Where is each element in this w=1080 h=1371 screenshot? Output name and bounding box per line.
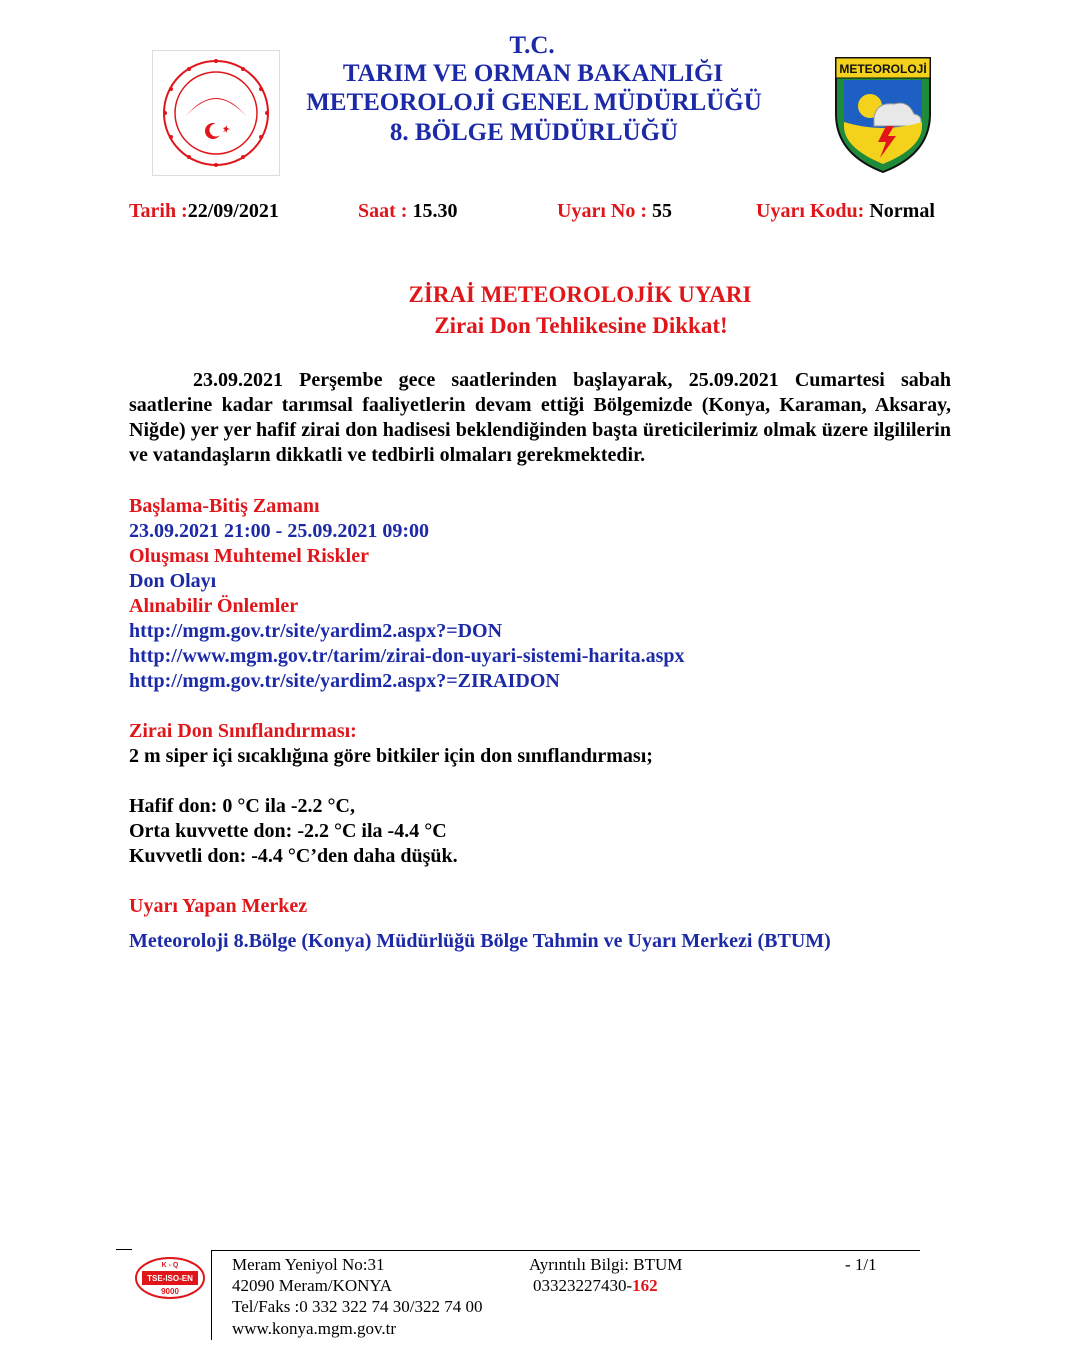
footer-info-phone bbox=[533, 1275, 658, 1297]
warning-code-field bbox=[756, 200, 935, 223]
header-tc: T.C. bbox=[509, 32, 555, 59]
center-label: Uyarı Yapan Merkez bbox=[129, 895, 308, 917]
date-label: Tarih : bbox=[129, 200, 188, 222]
classification-item-medium: Orta kuvvette don: -2.2 °C ila -4.4 °C bbox=[129, 820, 447, 842]
warning-no-value: 55 bbox=[651, 200, 672, 222]
tse-iso-badge-icon bbox=[134, 1256, 206, 1300]
warning-code-label: Uyarı Kodu: bbox=[756, 200, 865, 222]
footer-info-phone-main: 03323227430- bbox=[533, 1276, 633, 1295]
document-title: ZİRAİ METEOROLOJİK UYARI bbox=[408, 282, 752, 307]
header-directorate: METEOROLOJİ GENEL MÜDÜRLÜĞÜ bbox=[306, 89, 762, 116]
period-value: 23.09.2021 21:00 - 25.09.2021 09:00 bbox=[129, 520, 429, 542]
badge-9000: 9000 bbox=[161, 1287, 179, 1296]
footer-divider-left bbox=[116, 1249, 132, 1250]
footer-address-1: Meram Yeniyol No:31 bbox=[232, 1255, 385, 1274]
center-value: Meteoroloji 8.Bölge (Konya) Müdürlüğü Bölge Tahmin ve Uyarı Merkezi (BTUM) bbox=[129, 930, 831, 952]
risks-value: Don Olayı bbox=[129, 570, 217, 592]
footer-address-2: 42090 Meram/KONYA bbox=[232, 1276, 393, 1295]
warning-no-field bbox=[557, 200, 672, 223]
classification-item-strong: Kuvvetli don: -4.4 °C’den daha düşük. bbox=[129, 845, 458, 867]
measures-label: Alınabilir Önlemler bbox=[129, 595, 299, 617]
header-ministry: TARIM VE ORMAN BAKANLIĞI bbox=[342, 60, 724, 87]
footer-divider bbox=[212, 1250, 920, 1251]
classification-label: Zirai Don Sınıflandırması: bbox=[129, 720, 357, 742]
footer-info-phone-ext: 162 bbox=[632, 1276, 658, 1295]
footer-website-link[interactable]: www.konya.mgm.gov.tr bbox=[232, 1319, 396, 1338]
body-paragraph bbox=[129, 368, 951, 468]
body-text: 23.09.2021 Perşembe gece saatlerinden başlayarak, 25.09.2021 Cumartesi sabah saatlerine kadar tarımsal faaliyetlerin devam ettiği Bölgemizde (Konya, Karaman, Aksaray, Niğde) yer yer hafif zirai don hadisesi beklendiğinden başta üreticilerimiz olmak üzere ilgililerin ve vatandaşların dikkatli ve tedbirli olmaları gerekmektedir. bbox=[129, 369, 951, 466]
risks-label: Oluşması Muhtemel Riskler bbox=[129, 545, 369, 567]
header-region: 8. BÖLGE MÜDÜRLÜĞÜ bbox=[389, 119, 679, 146]
classification-item-light: Hafif don: 0 °C ila -2.2 °C, bbox=[129, 795, 355, 817]
date-value: 22/09/2021 bbox=[187, 200, 279, 222]
link-ziraidon[interactable]: http://mgm.gov.tr/site/yardim2.aspx?=ZIRAIDON bbox=[129, 670, 560, 692]
warning-no-label: Uyarı No : bbox=[557, 200, 647, 222]
badge-tse: TSE-ISO-EN bbox=[147, 1274, 193, 1283]
footer-phone: Tel/Faks :0 332 322 74 30/322 74 00 bbox=[232, 1297, 483, 1316]
footer-vertical-divider bbox=[211, 1250, 212, 1340]
badge-kq: K - Q bbox=[161, 1262, 179, 1269]
time-label: Saat : bbox=[358, 200, 408, 222]
warning-code-value: Normal bbox=[869, 200, 935, 222]
emblem-label: METEOROLOJİ bbox=[839, 62, 927, 76]
classification-intro: 2 m siper içi sıcaklığına göre bitkiler için don sınıflandırması; bbox=[129, 745, 653, 767]
document-subtitle: Zirai Don Tehlikesine Dikkat! bbox=[434, 313, 728, 338]
link-don[interactable]: http://mgm.gov.tr/site/yardim2.aspx?=DON bbox=[129, 620, 503, 642]
footer-page-number: - 1/1 bbox=[845, 1255, 877, 1274]
time-field bbox=[358, 200, 457, 223]
link-zirai-don-map[interactable]: http://www.mgm.gov.tr/tarim/zirai-don-uyari-sistemi-harita.aspx bbox=[129, 645, 685, 667]
footer-info-label: Ayrıntılı Bilgi: BTUM bbox=[529, 1255, 683, 1274]
period-label: Başlama-Bitiş Zamanı bbox=[129, 495, 320, 517]
time-value: 15.30 bbox=[412, 200, 458, 222]
date-field bbox=[129, 200, 279, 223]
